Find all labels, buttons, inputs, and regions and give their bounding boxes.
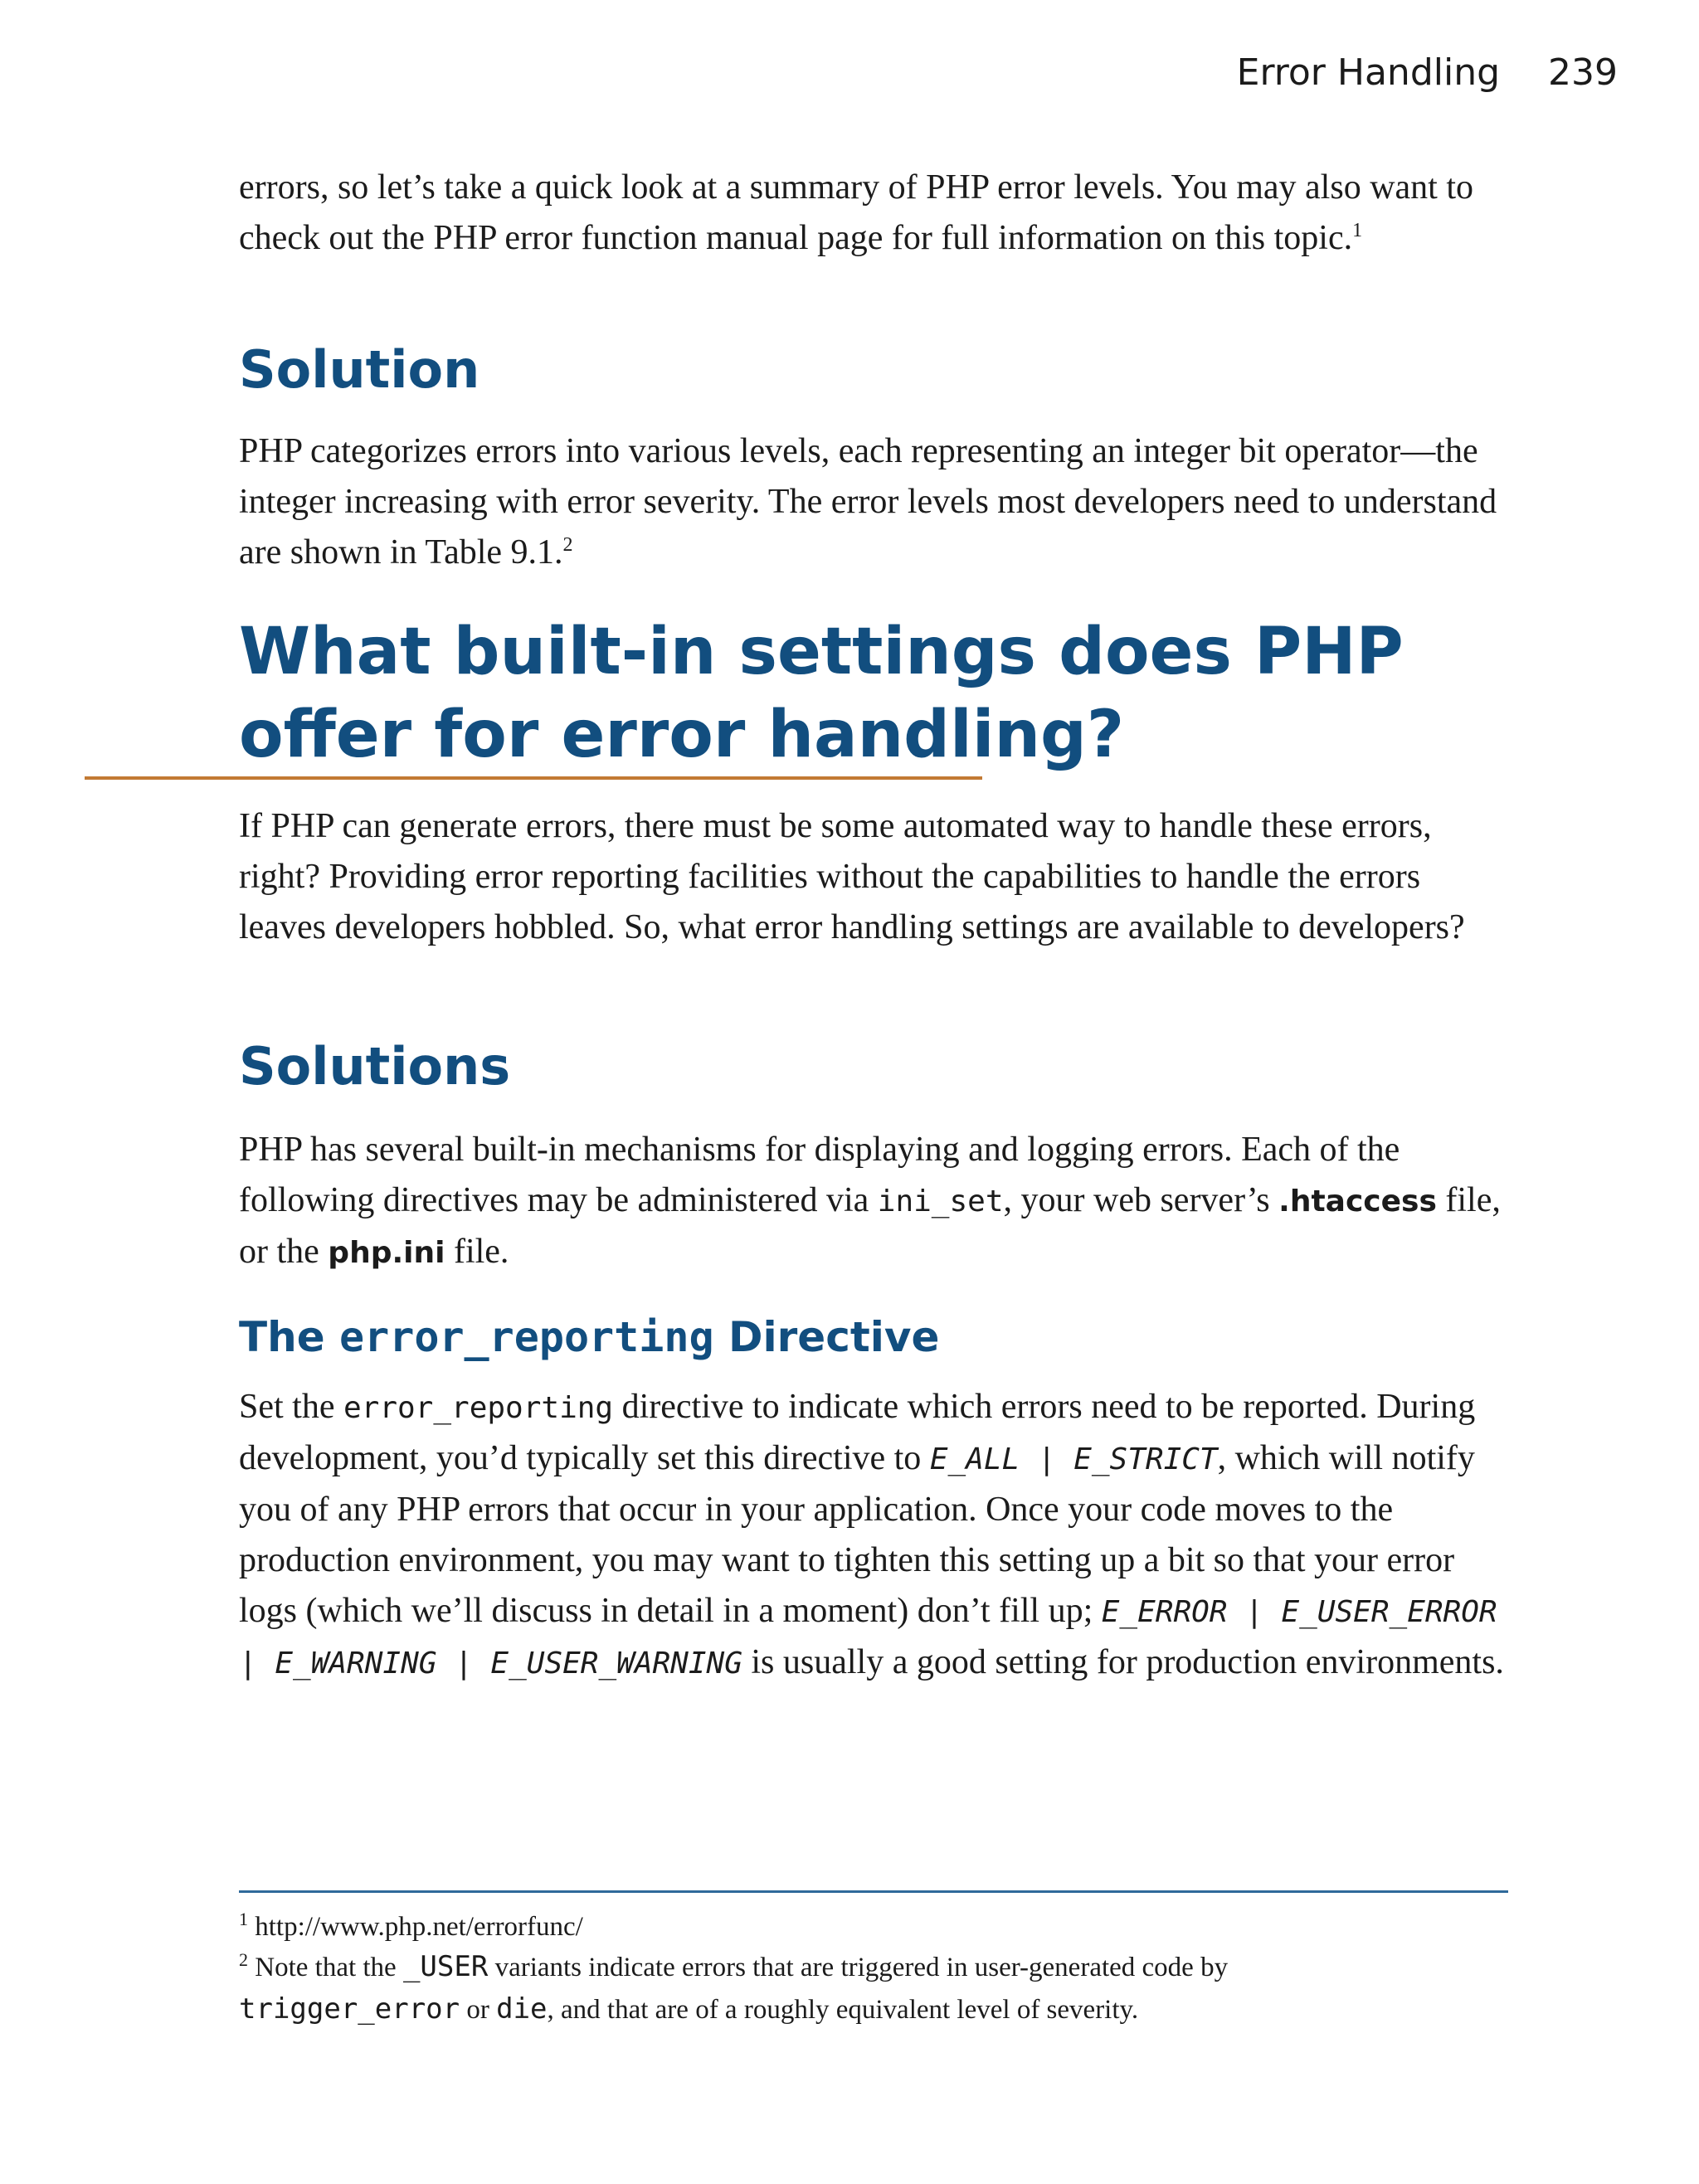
solution-heading: Solution	[239, 339, 480, 400]
heading-accent-rule	[85, 776, 982, 780]
solution-paragraph: PHP categorizes errors into various levels, each representing an integer bit operator—the integer increasing with error severity. The error levels most developers need to understand are shown in Table 9.1.$^2$	[239, 432, 1497, 572]
file-php-ini: php.ini	[328, 1236, 445, 1270]
page-number: 239	[1548, 51, 1618, 94]
code-error-reporting: error_reporting	[343, 1391, 614, 1425]
footnote-2: $^2$ Note that the _USER variants indicate errors that are triggered in user-generated code by trigger_error or die, and that are of a roughly equivalent level of severity.	[239, 1949, 1229, 2026]
code-prod-setting: E_ERROR | E_USER_ERROR | E_WARNING | E_USER_WARNING	[239, 1595, 1497, 1681]
running-header	[1237, 51, 1618, 94]
directive-paragraph: Set the error_reporting directive to indicate which errors need to be reported. During development, you’d typically set this directive to E_ALL | E_STRICT, which will notify you of any PHP errors that occur in your application. Once your code moves to the production environment, you may want to tighten this setting up a bit so that your error logs (which we’ll discuss in detail in a moment) don’t fill up; E_ERROR | E_USER_ERROR | E_WARNING | E_USER_WARNING is usually a good setting for production environments.	[239, 1388, 1504, 1681]
solutions-heading: Solutions	[239, 1036, 511, 1097]
intro-paragraph: errors, so let’s take a quick look at a summary of PHP error levels. You may also want to check out the PHP error function manual page for full information on this topic.$^1$	[239, 168, 1474, 257]
section-title: Error Handling	[1236, 51, 1501, 94]
question-heading	[239, 610, 1508, 776]
question-heading-line2: offer for error handling?	[239, 698, 1125, 772]
footnote-ref-1[interactable]: 1	[1352, 220, 1363, 241]
footnote-rule	[239, 1890, 1508, 1893]
code-ini-set: ini_set	[877, 1184, 1004, 1218]
question-paragraph: If PHP can generate errors, there must be some automated way to handle these errors, right? Providing error reporting facilities without the capabilities to handle the errors leaves developers hobbled. So, what error handling settings are available to developers?	[239, 807, 1465, 946]
footnote-url[interactable]: http://www.php.net/errorfunc/	[255, 1912, 583, 1942]
code-dev-setting: E_ALL | E_STRICT	[929, 1442, 1218, 1476]
solutions-paragraph: PHP has several built-in mechanisms for displaying and logging errors. Each of the following directives may be administered via ini_set, your web server’s .htaccess file, or the php.ini file.	[239, 1131, 1501, 1271]
file-htaccess: .htaccess	[1278, 1184, 1437, 1218]
directive-heading: The error_reporting Directive	[239, 1313, 940, 1361]
question-heading-line1: What built-in settings does PHP	[239, 615, 1404, 689]
footnote-ref-2[interactable]: 2	[562, 534, 573, 556]
footnote-1: $^1$ http://www.php.net/errorfunc/	[239, 1909, 583, 1942]
